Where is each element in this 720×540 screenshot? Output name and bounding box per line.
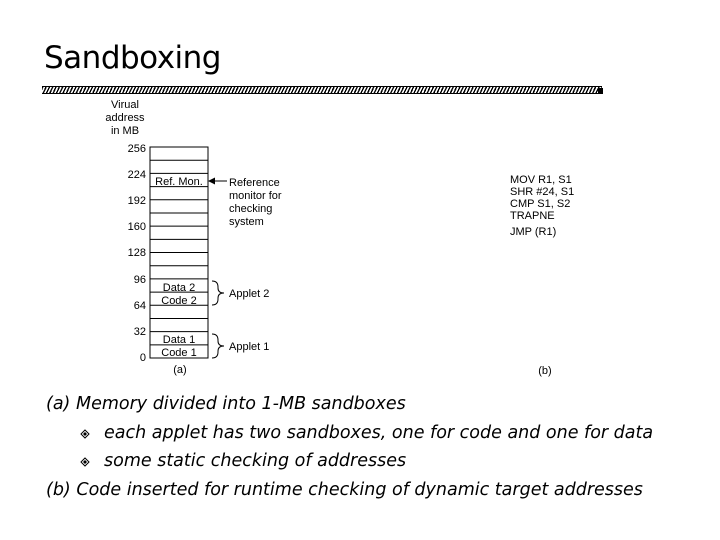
caption-bullet-2 bbox=[46, 447, 653, 476]
cell-data2: Data 2 bbox=[162, 282, 196, 294]
tick-224: 224 bbox=[127, 169, 146, 181]
caption-b-text: Code inserted for runtime checking of dynamic target addresses bbox=[76, 479, 643, 500]
diamond-bullet-icon bbox=[80, 457, 90, 467]
label-a: (a) bbox=[173, 364, 187, 376]
caption-a bbox=[46, 390, 653, 419]
cell-code1: Code 1 bbox=[161, 347, 197, 359]
tick-192: 192 bbox=[127, 195, 146, 207]
code-line-2: SHR #24, S1 bbox=[510, 186, 575, 198]
cell-data1: Data 1 bbox=[162, 334, 196, 346]
caption-bullet-1 bbox=[46, 419, 653, 448]
tick-0: 0 bbox=[139, 352, 146, 364]
caption-bullet-2-text: some static checking of addresses bbox=[104, 451, 407, 471]
ref-label-line1: Reference bbox=[229, 177, 280, 189]
code-line-1: MOV R1, S1 bbox=[510, 174, 572, 186]
ref-arrow-head bbox=[208, 178, 215, 185]
ref-label-line4: system bbox=[229, 216, 264, 228]
cell-ref-mon: Ref. Mon. bbox=[155, 176, 203, 188]
caption-a-label: (a) bbox=[46, 394, 71, 414]
cell-code2: Code 2 bbox=[161, 295, 197, 307]
caption-b bbox=[46, 476, 653, 505]
applet1-brace bbox=[212, 334, 224, 358]
applet1-label: Applet 1 bbox=[229, 341, 270, 353]
slide-title: Sandboxing bbox=[44, 40, 221, 76]
axis-label-line1: Virual bbox=[111, 99, 139, 111]
code-line-3: CMP S1, S2 bbox=[510, 198, 571, 210]
tick-64: 64 bbox=[133, 300, 146, 312]
label-b: (b) bbox=[538, 365, 552, 377]
axis-label-line3: in MB bbox=[110, 125, 140, 137]
applet2-label: Applet 2 bbox=[229, 288, 270, 300]
caption-a-text: Memory divided into 1-MB sandboxes bbox=[75, 394, 406, 414]
ref-label-line3: checking bbox=[229, 203, 273, 215]
tick-96: 96 bbox=[133, 274, 146, 286]
tick-32: 32 bbox=[133, 326, 146, 338]
code-line-5: JMP (R1) bbox=[510, 226, 557, 238]
ref-label-line2: monitor for bbox=[229, 190, 282, 202]
caption-b-label: (b) bbox=[46, 479, 71, 500]
tick-128: 128 bbox=[127, 247, 146, 259]
tick-256: 256 bbox=[127, 143, 146, 155]
diamond-bullet-icon bbox=[80, 429, 90, 439]
applet2-brace bbox=[212, 281, 224, 305]
caption bbox=[46, 390, 653, 504]
axis-label-line2: address bbox=[105, 112, 145, 124]
tick-160: 160 bbox=[127, 221, 146, 233]
caption-bullet-1-text: each applet has two sandboxes, one for code and one for data bbox=[104, 422, 654, 443]
code-line-4: TRAPNE bbox=[510, 210, 555, 222]
